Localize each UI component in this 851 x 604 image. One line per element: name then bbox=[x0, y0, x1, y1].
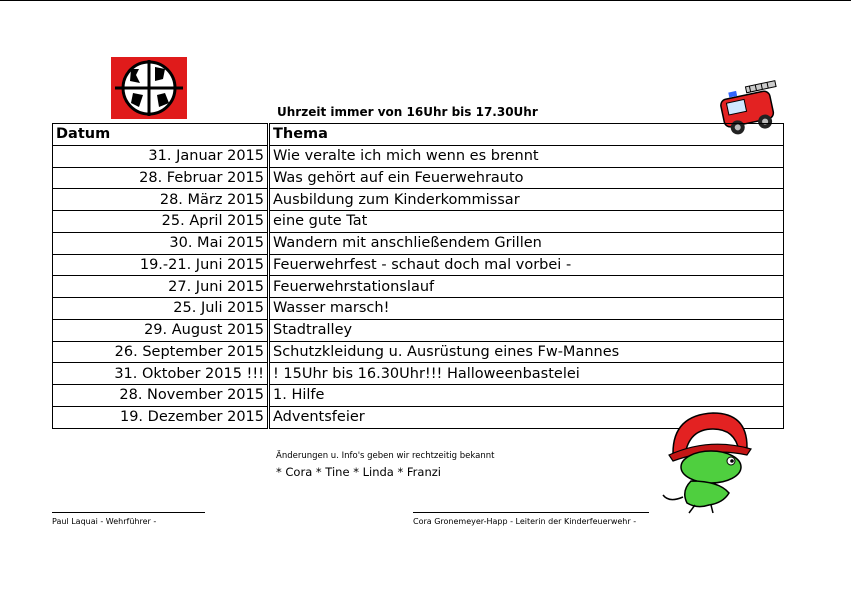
row-date: 30. Mai 2015 bbox=[53, 232, 269, 254]
row-topic: Ausbildung zum Kinderkommissar bbox=[269, 189, 784, 211]
signature-line-left bbox=[52, 512, 205, 513]
row-date: 25. April 2015 bbox=[53, 211, 269, 233]
signature-left: Paul Laquai - Wehrführer - bbox=[52, 517, 157, 526]
row-topic: Feuerwehrstationslauf bbox=[269, 276, 784, 298]
column-header-topic: Thema bbox=[269, 124, 784, 146]
row-topic: eine gute Tat bbox=[269, 211, 784, 233]
change-notice: Änderungen u. Info's geben wir rechtzeitig bekannt bbox=[276, 451, 495, 461]
table-row bbox=[53, 385, 784, 407]
row-topic: Schutzkleidung u. Ausrüstung eines Fw-Mannes bbox=[269, 341, 784, 363]
organizer-names: * Cora * Tine * Linda * Franzi bbox=[276, 465, 441, 479]
signature-line-right bbox=[413, 512, 649, 513]
table-row bbox=[53, 145, 784, 167]
row-topic: ! 15Uhr bis 16.30Uhr!!! Halloweenbastelei bbox=[269, 363, 784, 385]
row-date: 31. Januar 2015 bbox=[53, 145, 269, 167]
table-row bbox=[53, 167, 784, 189]
row-date: 25. Juli 2015 bbox=[53, 298, 269, 320]
signature-right: Cora Gronemeyer-Happ - Leiterin der Kinderfeuerwehr - bbox=[413, 517, 637, 526]
table-row bbox=[53, 341, 784, 363]
table-row bbox=[53, 319, 784, 341]
row-date: 27. Juni 2015 bbox=[53, 276, 269, 298]
row-topic: Adventsfeier bbox=[269, 406, 784, 428]
table-row bbox=[53, 232, 784, 254]
row-topic: Was gehört auf ein Feuerwehrauto bbox=[269, 167, 784, 189]
row-date: 19.-21. Juni 2015 bbox=[53, 254, 269, 276]
schedule-table bbox=[52, 123, 784, 429]
row-date: 29. August 2015 bbox=[53, 319, 269, 341]
row-date: 31. Oktober 2015 !!! bbox=[53, 363, 269, 385]
table-row bbox=[53, 211, 784, 233]
top-border-line bbox=[0, 0, 851, 1]
time-note: Uhrzeit immer von 16Uhr bis 17.30Uhr bbox=[277, 105, 538, 119]
row-date: 28. Februar 2015 bbox=[53, 167, 269, 189]
row-date: 26. September 2015 bbox=[53, 341, 269, 363]
fire-brigade-emblem-icon bbox=[111, 57, 187, 119]
row-topic: Wandern mit anschließendem Grillen bbox=[269, 232, 784, 254]
row-date: 19. Dezember 2015 bbox=[53, 406, 269, 428]
table-row bbox=[53, 298, 784, 320]
table-header-row bbox=[53, 124, 784, 146]
row-date: 28. November 2015 bbox=[53, 385, 269, 407]
dragon-firefighter-icon bbox=[655, 405, 765, 515]
row-topic: Feuerwehrfest - schaut doch mal vorbei - bbox=[269, 254, 784, 276]
table-row bbox=[53, 254, 784, 276]
table-row bbox=[53, 363, 784, 385]
column-header-date: Datum bbox=[53, 124, 269, 146]
table-row bbox=[53, 189, 784, 211]
row-topic: Stadtralley bbox=[269, 319, 784, 341]
table-row bbox=[53, 276, 784, 298]
row-topic: 1. Hilfe bbox=[269, 385, 784, 407]
row-topic: Wie veralte ich mich wenn es brennt bbox=[269, 145, 784, 167]
row-topic: Wasser marsch! bbox=[269, 298, 784, 320]
row-date: 28. März 2015 bbox=[53, 189, 269, 211]
